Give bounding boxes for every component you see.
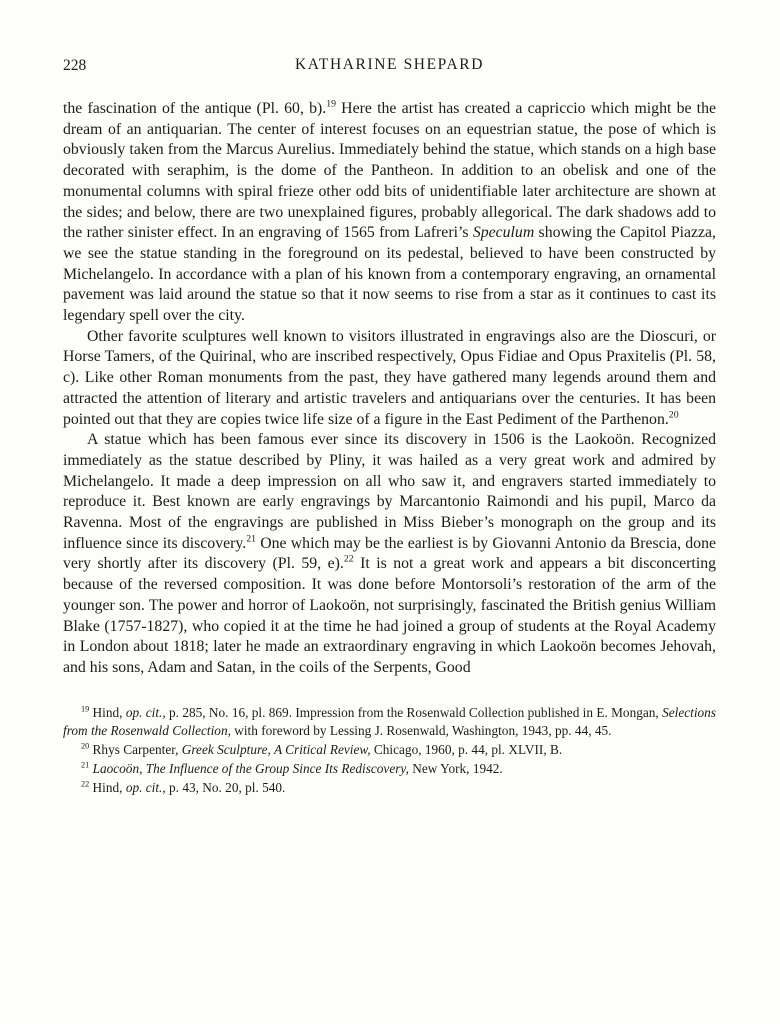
footnotes	[63, 704, 716, 798]
text-run: Chicago, 1960, p. 44, pl. XLVII, B.	[370, 742, 563, 758]
text-run: Hind,	[89, 779, 126, 795]
footnote-reference: 19	[326, 98, 336, 110]
italic-text: Greek Sculpture, A Critical Review,	[181, 742, 371, 758]
footnote-reference: 22	[343, 554, 354, 566]
text-run: Rhys Carpenter,	[89, 742, 182, 758]
text-run: the fascination of the antique (Pl. 60, b).	[63, 100, 327, 117]
text-run: Hind,	[89, 704, 126, 720]
italic-text: op. cit.	[125, 704, 163, 720]
text-run: , p. 43, No. 20, pl. 540.	[162, 779, 286, 795]
text-run: , p. 285, No. 16, pl. 869. Impression from the Rosenwald Collection published in E. Mongan,	[162, 704, 663, 720]
body-paragraph	[63, 327, 716, 431]
body-paragraph	[63, 99, 716, 327]
footnote	[63, 741, 716, 760]
italic-text: Laocoön, The Influence of the Group Since Its Rediscovery,	[92, 760, 409, 776]
italic-text: Speculum	[472, 224, 535, 242]
body-paragraph	[63, 430, 716, 678]
footnote	[63, 779, 716, 798]
text-run: New York, 1942.	[408, 760, 503, 776]
footnote	[63, 704, 716, 741]
italic-text: Selections from the Rosenwald Collection,	[63, 704, 716, 739]
body-text	[63, 99, 716, 679]
text-run: with foreword by Lessing J. Rosenwald, Washington, 1943, pp. 44, 45.	[230, 723, 612, 739]
text-run: A statue which has been famous ever since its discovery in 1506 is the Laokoön. Recognized immediately as the statue described by Pliny, it was hailed as a very great work and admired by Michelangelo. It made a deep impression on all who saw it, and engravers started immediately to reproduce it. Best known are early engravings by Marcantonio Raimondi and his pupil, Marco da Ravenna. Most of the engravings are published in Miss Bieber’s monograph on the group and its influence since its discovery.	[63, 431, 716, 552]
footnote-number: 21	[81, 760, 90, 770]
text-run: One which may be the earliest is by Giovanni Antonio da Brescia, done very shortly after its discovery (Pl. 59, e).	[63, 534, 716, 573]
page-header	[63, 56, 716, 78]
running-head: KATHARINE SHEPARD	[295, 56, 484, 73]
footnote	[63, 760, 716, 779]
footnote-number: 20	[81, 741, 90, 751]
footnote-number: 19	[81, 704, 90, 714]
footnote-number: 22	[81, 779, 90, 789]
text-run: Other favorite sculptures well known to visitors illustrated in engravings also are the Dioscuri, or Horse Tamers, of the Quirinal, who are inscribed respectively, Opus Fidiae and Opus Praxitelis (Pl. 58, c). Like other Roman monuments from the past, they have gathered many legends around them and attracted the attention of literary and artistic travelers and antiquarians over the centuries. It has been pointed out that they are copies twice life size of a figure in the East Pediment of the Parthenon.	[63, 327, 716, 428]
text-run: It is not a great work and appears a bit disconcerting because of the reversed composition. It was done before Montorsoli’s restoration of the arm of the younger son. The power and horror of Laokoön, not surprisingly, fascinated the British genius William Blake (1757-1827), who copied it at the time he had joined a group of students at the Royal Academy in London about 1818; later he made an extraordinary engraving in which Laokoön becomes Jehovah, and his sons, Adam and Satan, in the coils of the Serpents, Good	[63, 555, 717, 676]
italic-text: op. cit.	[125, 779, 163, 795]
footnote-reference: 21	[246, 533, 256, 545]
footnote-reference: 20	[668, 409, 679, 421]
text-run: showing the Capitol Piazza, we see the statue standing in the foreground on its pedestal, believed to have been constructed by Michelangelo. In accordance with a plan of his known from a contemporary engraving, an ornamental pavement was laid around the statue so that it now seems to rise from a star as it continues to cast its legendary spell over the city.	[63, 224, 716, 325]
page-number: 228	[63, 57, 87, 74]
text-run: Here the artist has created a capriccio which might be the dream of an antiquarian. The center of interest focuses on an equestrian statue, the pose of which is obviously taken from the Marcus Aurelius. Immediately behind the statue, which stands on a high base decorated with seraphim, is the dome of the Pantheon. In addition to an obelisk and one of the monumental columns with spiral frieze other odd bits of unidentifiable later architecture are shown at the sides; and below, there are two unexplained figures, probably allegorical. The dark shadows add to the rather sinister effect. In an engraving of 1565 from Lafreri’s	[63, 100, 716, 242]
